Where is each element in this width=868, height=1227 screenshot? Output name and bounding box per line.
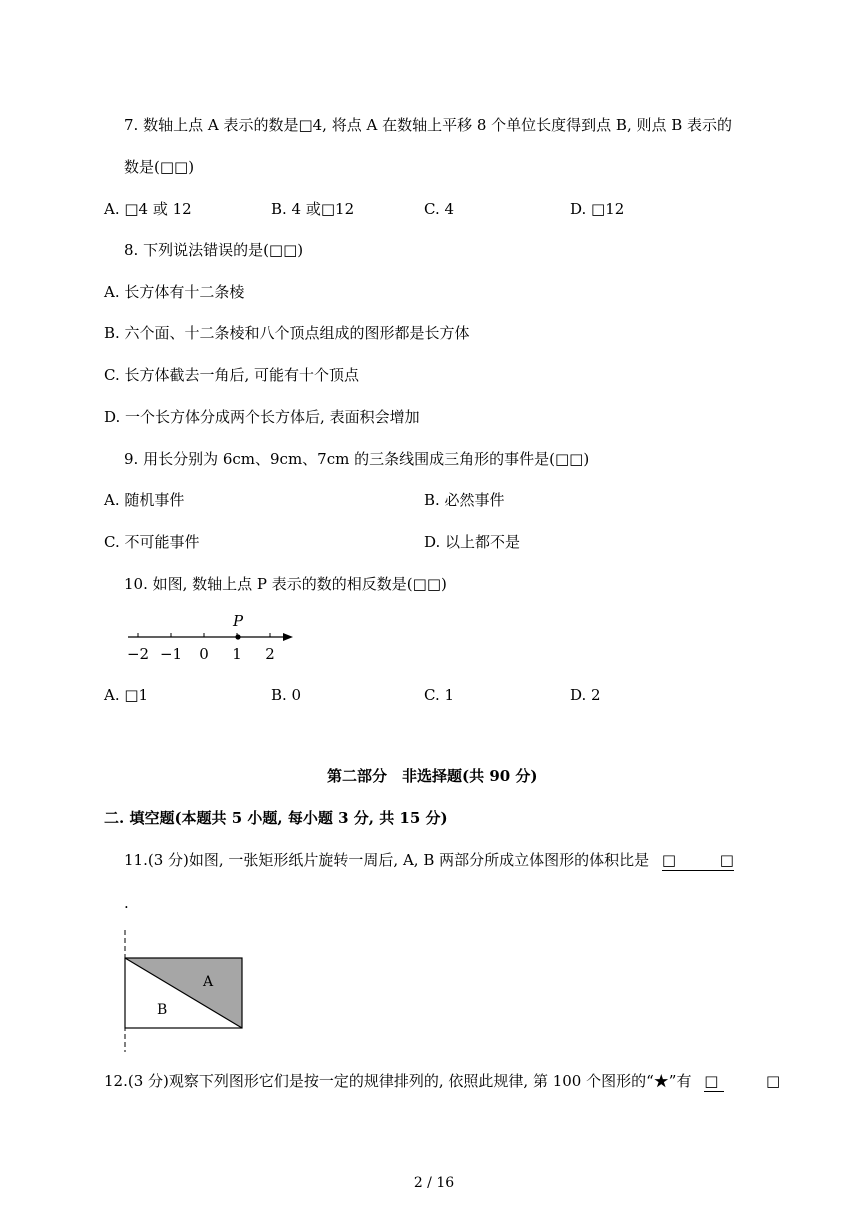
q11-blank-close: □ [719, 851, 734, 869]
page-number: 2 / 16 [413, 1175, 455, 1191]
q11-answer-blank[interactable] [662, 850, 734, 871]
q10-stem: 10. 如图, 数轴上点 P 表示的数的相反数是(□□) [124, 575, 447, 593]
q8-option-d: D. 一个长方体分成两个长方体后, 表面积会增加 [104, 408, 420, 426]
number-line-tick-label: 2 [265, 645, 275, 663]
q9-option-d: D. 以上都不是 [424, 533, 521, 551]
part2-title: 第二部分 非选择题(共 90 分) [327, 767, 538, 785]
q11-stem-text: 11.(3 分)如图, 一张矩形纸片旋转一周后, A, B 两部分所成立体图形的体积比是 [124, 851, 650, 869]
q9-stem: 9. 用长分别为 6cm、9cm、7cm 的三条线围成三角形的事件是(□□) [124, 450, 590, 468]
q10-option-a: A. □1 [104, 686, 149, 704]
q8-option-b: B. 六个面、十二条棱和八个顶点组成的图形都是长方体 [104, 324, 470, 342]
q10-option-c: C. 1 [424, 686, 455, 704]
q11-period: . [124, 894, 129, 912]
number-line-tick-label: 1 [232, 645, 242, 663]
q7-option-d: D. □12 [570, 200, 625, 218]
q10-option-d: D. 2 [570, 686, 601, 704]
q9-option-c: C. 不可能事件 [104, 533, 200, 551]
q7-option-c: C. 4 [424, 200, 455, 218]
number-line-arrow-icon [283, 633, 293, 641]
q7-stem-line1: 7. 数轴上点 A 表示的数是□4, 将点 A 在数轴上平移 8 个单位长度得到点 B, 则点 B 表示的 [124, 116, 733, 134]
q7-stem-line2: 数是(□□) [124, 158, 195, 176]
point-p-label: P [233, 612, 244, 630]
q12-blank-open: □ [704, 1071, 724, 1092]
q12-blank-close: □ [766, 1072, 781, 1090]
number-line-tick-label: −2 [126, 645, 150, 663]
q7-option-b: B. 4 或□12 [271, 200, 355, 218]
number-line-figure [120, 612, 300, 662]
rectangle-rotation-figure [112, 930, 252, 1055]
q9-option-a: A. 随机事件 [104, 491, 185, 509]
section-fill-in-blank-heading: 二. 填空题(本题共 5 小题, 每小题 3 分, 共 15 分) [104, 809, 448, 827]
q9-option-b: B. 必然事件 [424, 491, 505, 509]
q8-option-a: A. 长方体有十二条棱 [104, 283, 245, 301]
region-a-label: A [203, 974, 214, 990]
number-line-tick-label: 0 [199, 645, 209, 663]
q8-stem: 8. 下列说法错误的是(□□) [124, 241, 304, 259]
q7-option-a: A. □4 或 12 [104, 200, 192, 218]
q11-blank-open: □ [661, 851, 677, 869]
point-p-dot [235, 634, 240, 639]
q12-answer-blank[interactable] [704, 1071, 780, 1092]
region-b-label: B [157, 1002, 168, 1018]
q10-option-b: B. 0 [271, 686, 302, 704]
q8-option-c: C. 长方体截去一角后, 可能有十个顶点 [104, 366, 360, 384]
q12-stem-text: 12.(3 分)观察下列图形它们是按一定的规律排列的, 依照此规律, 第 100 个图形的“★”有 [104, 1072, 692, 1090]
q12-stem [104, 1071, 780, 1092]
number-line-tick-label: −1 [159, 645, 183, 663]
q11-stem [124, 850, 734, 871]
